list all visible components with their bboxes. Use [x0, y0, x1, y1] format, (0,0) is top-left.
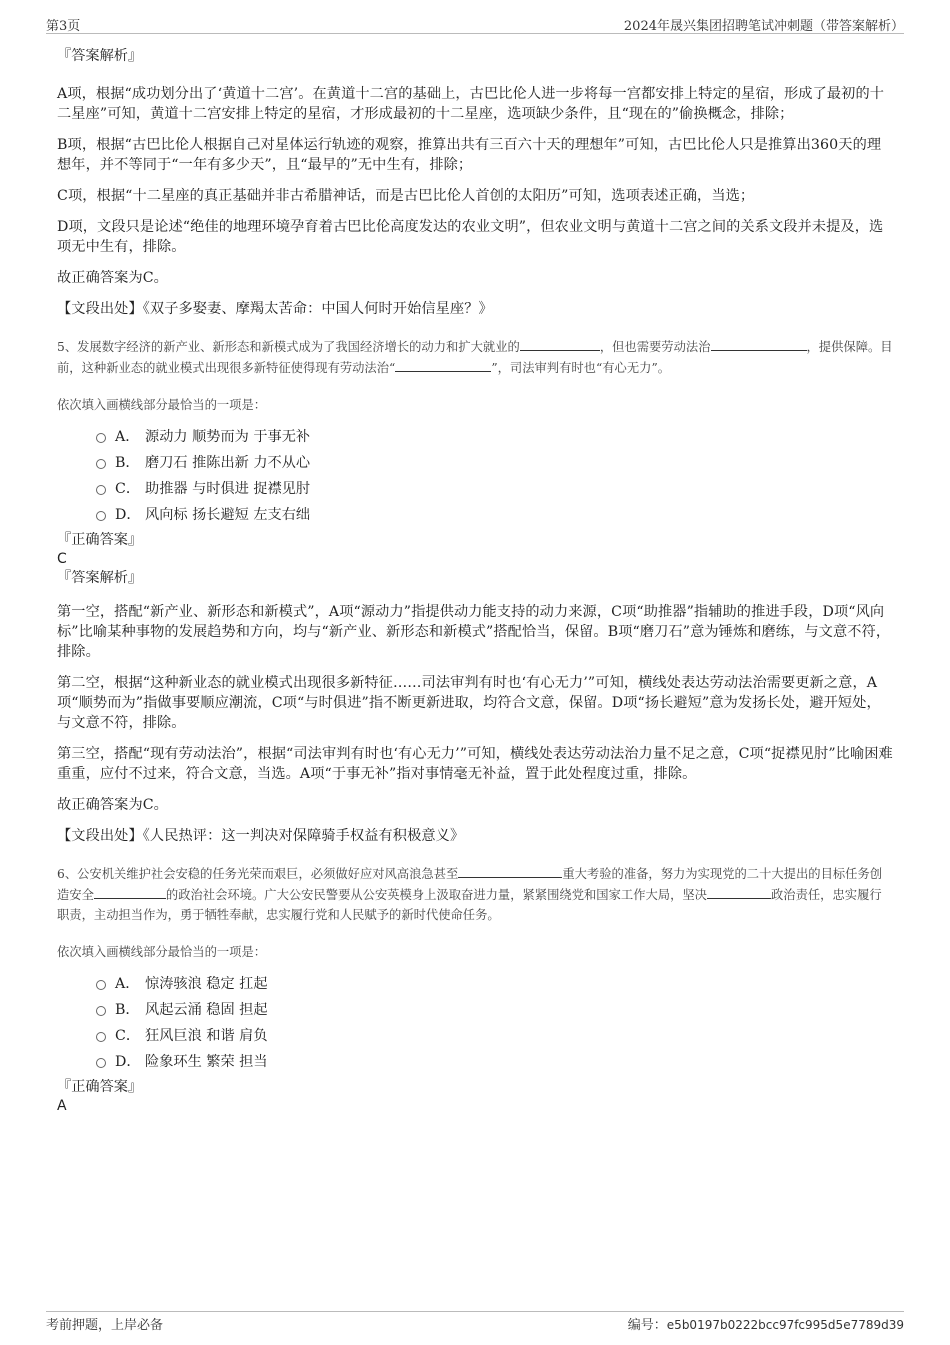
q5-options — [57, 424, 893, 528]
radio-button[interactable] — [96, 1058, 106, 1068]
option-a[interactable]: A． 惊涛骇浪 稳定 扛起 — [57, 971, 893, 997]
q6-answer-label: 『正确答案』 — [57, 1079, 143, 1095]
footer-slogan: 考前押题，上岸必备 — [46, 1318, 164, 1333]
radio-button[interactable] — [96, 1032, 106, 1042]
q5-prompt: 依次填入画横线部分最恰当的一项是： — [57, 398, 267, 412]
radio-button[interactable] — [96, 1006, 106, 1016]
q6-answer: A — [57, 1098, 67, 1114]
q4-analysis-paragraph: A项，根据“成功划分出了‘黄道十二宫’。在黄道十二宫的基础上，古巴比伦人进一步将每一宫都安排上特定的星宿，形成了最初的十二星座”可知，黄道十二宫安排上特定的星宿，才形成最初的十二星座，选项缺少条件，且“现在的”偷换概念，排除； — [57, 86, 885, 122]
page-header — [46, 13, 904, 34]
q4-analysis-paragraph: D项，文段只是论述“绝佳的地理环境孕育着古巴比伦高度发达的农业文明”，但农业文明与黄道十二宫之间的关系文段并未提及，选项无中生有，排除。 — [57, 219, 884, 255]
q5-source: 【文段出处】《人民热评：这一判决对保障骑手权益有积极意义》 — [57, 828, 465, 844]
q4-conclusion: 故正确答案为C。 — [57, 270, 168, 286]
q5-conclusion: 故正确答案为C。 — [57, 797, 168, 813]
q6-question: 6、公安机关维护社会安稳的任务光荣而艰巨，必须做好应对风高浪急甚至 重大考验的准备，努力为实现党的二十大提出的目标任务创造安全 的政治社会环境。广大公安民警要从公安英模身上汲取奋进力量，紧紧围绕党和国家工作大局，坚决 政治责任，忠实履行职责，主动担当作为，勇于牺牲奉献，忠实履行党和人民赋予的新时代使命任务。 — [57, 863, 893, 925]
option-b[interactable]: B． 磨刀石 推陈出新 力不从心 — [57, 450, 893, 476]
blank — [520, 336, 600, 351]
blank — [711, 336, 807, 351]
radio-button[interactable] — [96, 485, 106, 495]
q5-analysis-paragraph: 第三空，搭配“现有劳动法治”，根据“司法审判有时也‘有心无力’”可知，横线处表达劳动法治力量不足之意，C项“捉襟见肘”比喻困难重重，应付不过来，符合文意，当选。A项“于事无补”指对事情毫无补益，置于此处程度过重，排除。 — [57, 746, 893, 782]
q5-answer-label: 『正确答案』 — [57, 532, 143, 548]
blank — [458, 863, 562, 878]
option-c[interactable]: C． 狂风巨浪 和谐 肩负 — [57, 1023, 893, 1049]
main-content — [57, 42, 893, 1115]
footer-code — [628, 1314, 904, 1333]
q5-answer: C — [57, 551, 67, 567]
blank — [707, 884, 771, 899]
footer-code-label: 编号： — [627, 1318, 667, 1333]
q5-analysis-paragraph: 第一空，搭配“新产业、新形态和新模式”，A项“源动力”指提供动力能支持的动力来源，C项“助推器”指辅助的推进手段，D项“风向标”比喻某种事物的发展趋势和方向，均与“新产业、新形态和新模式”搭配恰当，保留。B项“磨刀石”意为锤炼和磨练，与文意不符，排除。 — [57, 604, 891, 660]
footer-code-value: e5b0197b0222bcc97fc995d5e7789d39 — [666, 1318, 904, 1332]
option-c[interactable]: C． 助推器 与时俱进 捉襟见肘 — [57, 476, 893, 502]
option-a[interactable]: A． 源动力 顺势而为 于事无补 — [57, 424, 893, 450]
option-b[interactable]: B． 风起云涌 稳固 担起 — [57, 997, 893, 1023]
q5-analysis-label: 『答案解析』 — [57, 570, 143, 586]
radio-button[interactable] — [96, 511, 106, 521]
q4-source: 【文段出处】《双子多娶妻、摩羯太苦命：中国人何时开始信星座？》 — [57, 301, 493, 317]
option-d[interactable]: D． 险象环生 繁荣 担当 — [57, 1049, 893, 1075]
radio-button[interactable] — [96, 980, 106, 990]
q4-analysis-label: 『答案解析』 — [57, 48, 143, 64]
option-d[interactable]: D． 风向标 扬长避短 左支右绌 — [57, 502, 893, 528]
q4-analysis-paragraph: C项，根据“十二星座的真正基础并非古希腊神话，而是古巴比伦人首创的太阳历”可知，选项表述正确，当选； — [57, 188, 755, 204]
q5-question: 5、发展数字经济的新产业、新形态和新模式成为了我国经济增长的动力和扩大就业的 ，但也需要劳动法治 ，提供保障。目前，这种新业态的就业模式出现很多新特征使得现有劳动法治“ ”，司法审判有时也“有心无力”。 — [57, 336, 893, 378]
q5-analysis-paragraph: 第二空，根据“这种新业态的就业模式出现很多新特征……司法审判有时也‘有心无力’”可知，横线处表达劳动法治需要更新之意，A项“顺势而为”指做事要顺应潮流，C项“与时俱进”指不断更新进取，均符合文意，保留。D项“扬长避短”意为发扬长处，避开短处，与文意不符，排除。 — [57, 675, 881, 731]
document-title: 2024年晟兴集团招聘笔试冲刺题（带答案解析） — [623, 19, 904, 34]
blank — [94, 884, 166, 899]
page-number: 第3页 — [46, 19, 81, 34]
radio-button[interactable] — [96, 459, 106, 469]
q4-analysis-paragraph: B项，根据“古巴比伦人根据自己对星体运行轨迹的观察，推算出共有三百六十天的理想年”可知，古巴比伦人只是推算出360天的理想年，并不等同于“一年有多少天”，且“最早的”无中生有，排除； — [57, 137, 882, 173]
q6-prompt: 依次填入画横线部分最恰当的一项是： — [57, 945, 267, 959]
blank — [395, 357, 491, 372]
q6-options — [57, 971, 893, 1075]
page-footer — [46, 1311, 904, 1333]
radio-button[interactable] — [96, 433, 106, 443]
